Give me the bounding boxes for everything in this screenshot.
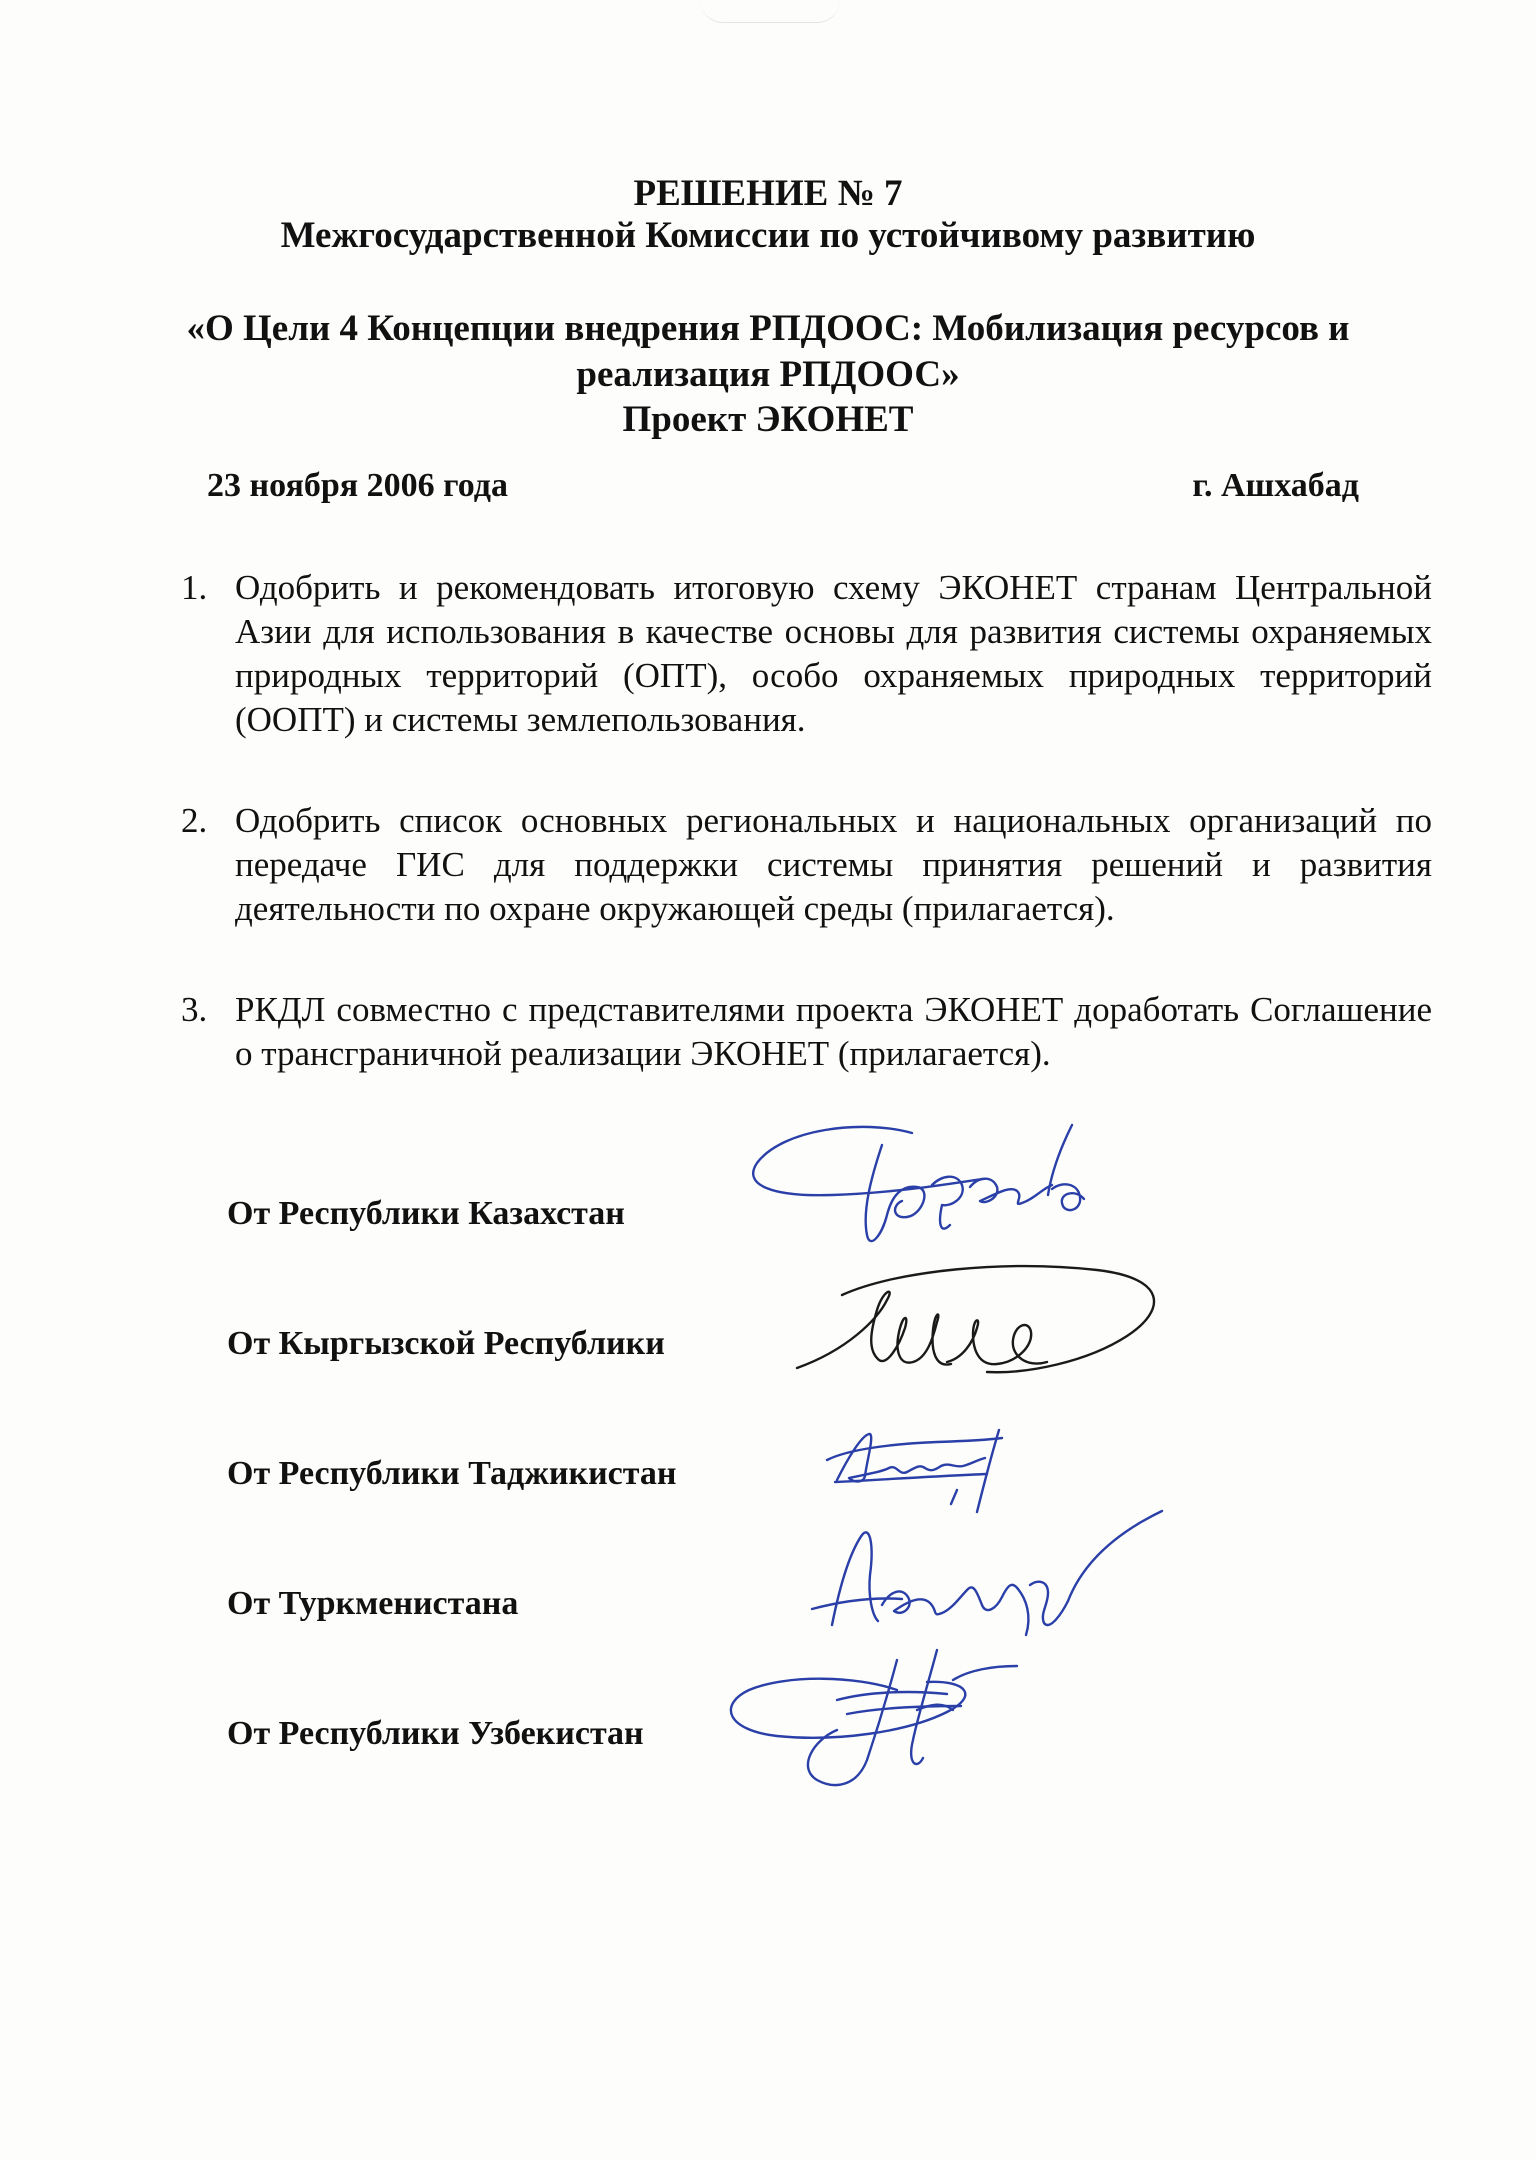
decision-items-list: [160, 566, 1432, 1076]
signature-turkmenistan: [782, 1505, 1182, 1645]
signer-row-uzbekistan: [227, 1700, 1427, 1820]
decision-item: [160, 566, 1432, 742]
signer-label-tajikistan: От Республики Таджикистан: [227, 1455, 677, 1492]
decision-item-text: РКДЛ совместно с представителями проекта ЭКОНЕТ доработать Соглашение о трансграничной реализации ЭКОНЕТ (прилагается).: [235, 990, 1432, 1073]
signer-label-kazakhstan: От Республики Казахстан: [227, 1195, 625, 1232]
signer-label-uzbekistan: От Республики Узбекистан: [227, 1715, 644, 1752]
scan-artifact: [700, 0, 840, 23]
signature-uzbekistan: [717, 1640, 1037, 1810]
signature-kazakhstan: [742, 1115, 1172, 1265]
signer-label-turkmenistan: От Туркменистана: [227, 1585, 519, 1622]
document-issuer-container: [0, 214, 1536, 258]
document-issuer: Межгосударственной Комиссии по устойчивому развитию: [280, 215, 1256, 256]
document-title: РЕШЕНИЕ № 7: [633, 173, 903, 214]
document-project: Проект ЭКОНЕТ: [622, 399, 914, 440]
decision-item-text: Одобрить и рекомендовать итоговую схему ЭКОНЕТ странам Центральной Азии для использования в качестве основы для развития системы охраняемых природных территорий (ОПТ), особо охраняемых природных территорий (ООПТ) и системы землепользования.: [235, 568, 1432, 739]
signer-row-kyrgyzstan: [227, 1310, 1427, 1430]
decision-item: [160, 988, 1432, 1076]
document-project-container: [0, 398, 1536, 442]
document-place: г. Ашхабад: [1192, 467, 1359, 504]
document-subject-line2: реализация РПДООС»: [576, 354, 960, 395]
document-subject-line2-container: [0, 353, 1536, 397]
decision-item-number: 3.: [181, 990, 208, 1029]
document-subject-line1-container: [0, 307, 1536, 351]
signatures-block: [227, 1180, 1427, 1800]
decision-item: [160, 799, 1432, 931]
document-date: 23 ноября 2006 года: [207, 467, 508, 504]
decision-item-text: Одобрить список основных региональных и национальных организаций по передаче ГИС для поддержки системы принятия решений и развития деятельности по охране окружающей среды (прилагается).: [235, 801, 1432, 928]
signer-label-kyrgyzstan: От Кыргызской Республики: [227, 1325, 665, 1362]
signature-kyrgyzstan: [787, 1250, 1267, 1400]
decision-item-number: 1.: [181, 568, 208, 607]
document-title-container: [0, 172, 1536, 216]
document-subject-line1: «О Цели 4 Концепции внедрения РПДООС: Мобилизация ресурсов и: [186, 308, 1350, 349]
decision-item-number: 2.: [181, 801, 208, 840]
